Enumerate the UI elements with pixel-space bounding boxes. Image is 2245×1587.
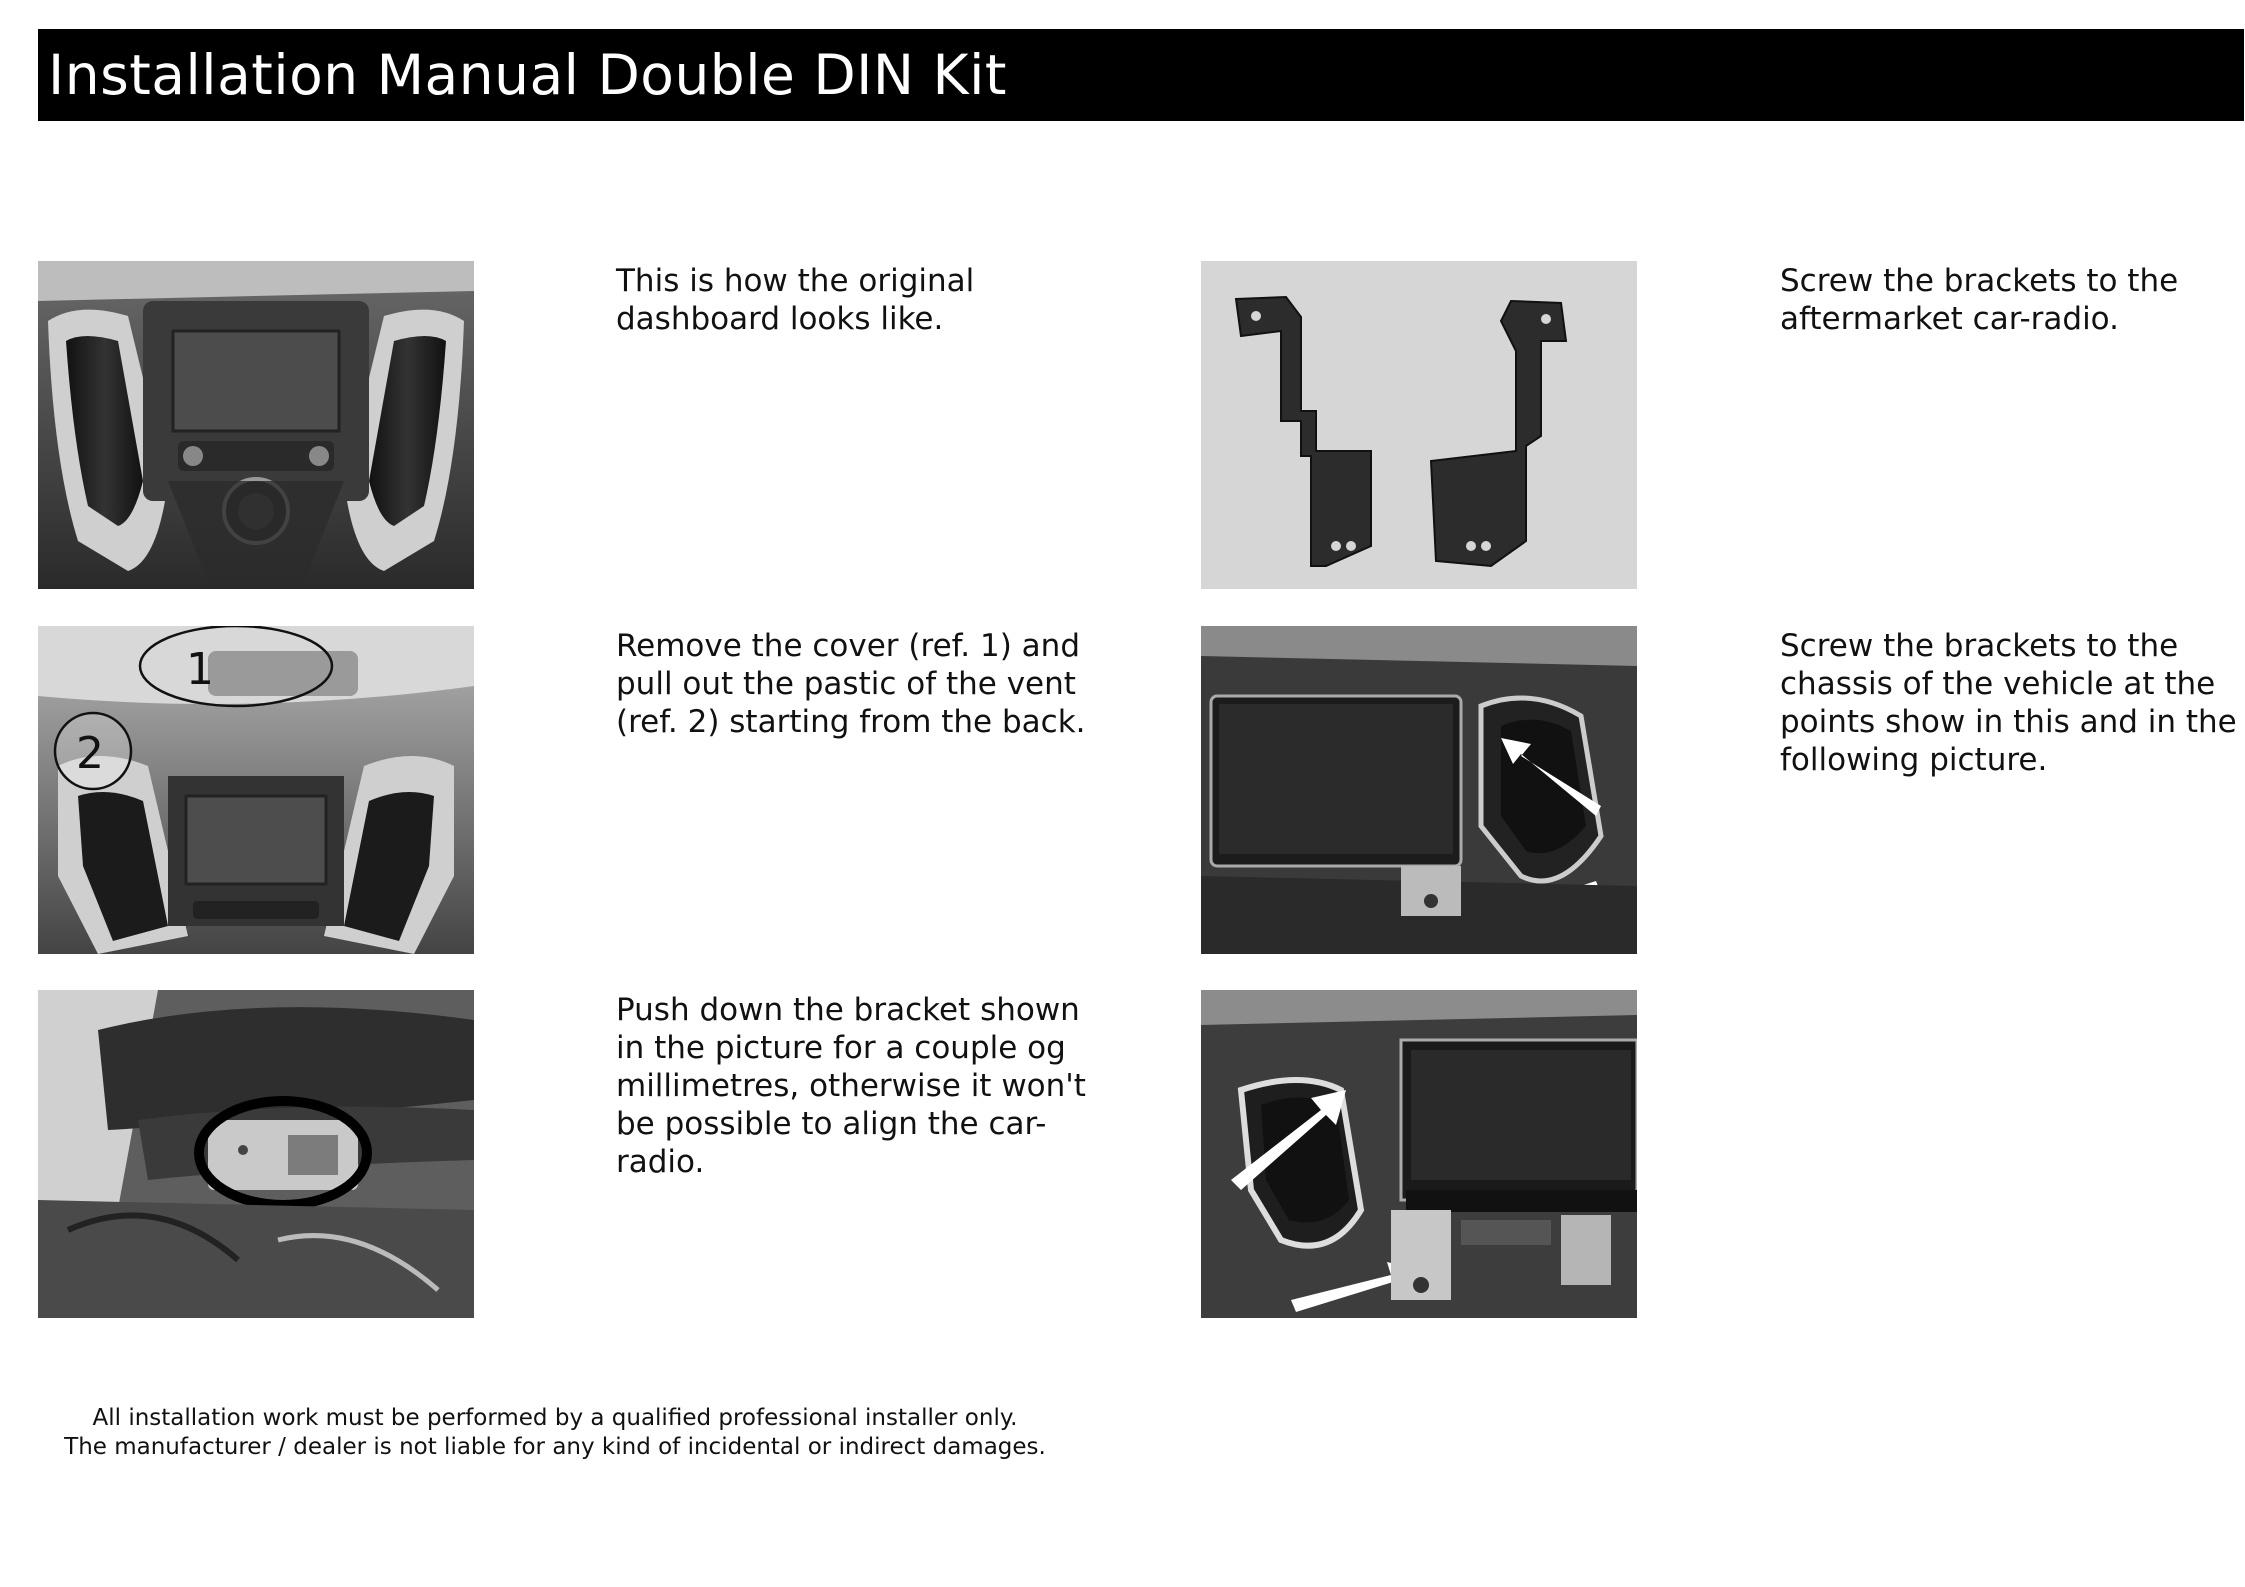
mounting-brackets-photo: [1201, 261, 1637, 589]
step-4-text: Screw the brackets to the aftermarket car-radio.: [1780, 263, 2179, 337]
step-2-text: Remove the cover (ref. 1) and pull out the pastic of the vent (ref. 2) starting from the back.: [616, 628, 1086, 740]
step-1-text: This is how the original dashboard looks like.: [616, 263, 975, 337]
title-bar: [38, 29, 2244, 121]
bracket-push-down-photo: [38, 990, 474, 1318]
radio-installed-left-photo: [1201, 990, 1637, 1318]
callout-2: 2: [76, 728, 104, 779]
step-3-text: Push down the bracket shown in the picture for a couple og millimetres, otherwise it won't be possible to align the car-radio.: [616, 992, 1086, 1180]
original-dashboard-photo: [38, 261, 474, 589]
radio-installed-right-photo: [1201, 626, 1637, 954]
dashboard-cover-vent-photo: [38, 626, 474, 954]
page-title: Installation Manual Double DIN Kit: [48, 43, 1007, 107]
disclaimer-line-1: All installation work must be performed by a qualified professional installer only.: [92, 1405, 1018, 1431]
step-5-text: Screw the brackets to the chassis of the vehicle at the points show in this and in the following picture.: [1780, 628, 2237, 778]
disclaimer: [38, 1404, 1072, 1462]
disclaimer-line-2: The manufacturer / dealer is not liable for any kind of incidental or indirect damages.: [64, 1434, 1046, 1460]
callout-1: 1: [186, 644, 214, 695]
